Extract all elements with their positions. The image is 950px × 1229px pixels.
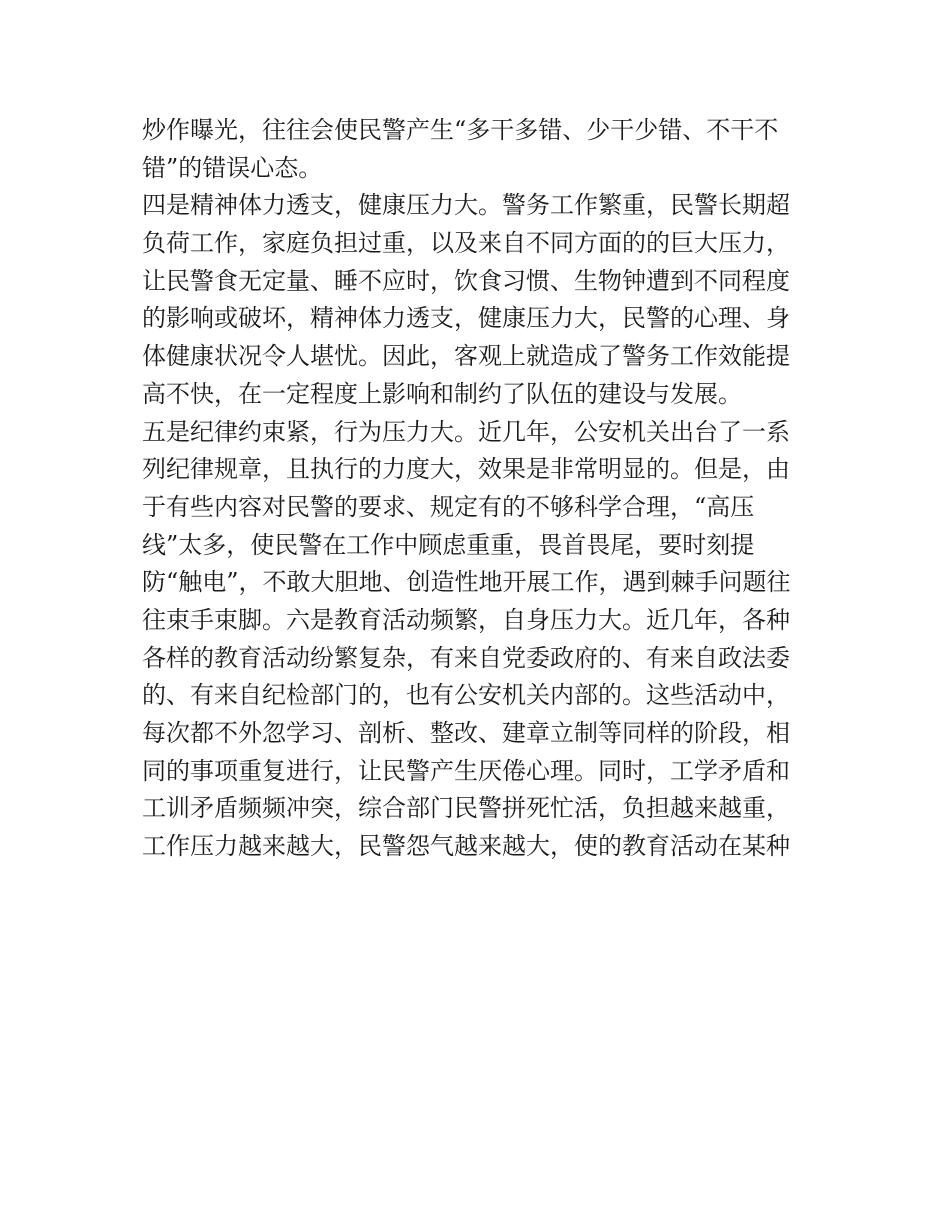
- text-line: 四是精神体力透支，健康压力大。警务工作繁重，民警长期超: [142, 191, 790, 220]
- text-line: 的、有来自纪检部门的，也有公安机关内部的。这些活动中，: [142, 681, 790, 710]
- text-line: 工训矛盾频频冲突，综合部门民警拼死忙活，负担越来越重，: [142, 794, 790, 823]
- text-line: 高不快，在一定程度上影响和制约了队伍的建设与发展。: [142, 379, 742, 408]
- text-line: 每次都不外忽学习、剖析、整改、建章立制等同样的阶段，相: [142, 719, 790, 747]
- text-line: 线”太多，使民警在工作中顾虑重重，畏首畏尾，要时刻提: [142, 530, 755, 559]
- text-line: 同的事项重复进行，让民警产生厌倦心理。同时，工学矛盾和: [142, 756, 790, 785]
- text-line: 工作压力越来越大，民警怨气越来越大，使的教育活动在某种: [142, 832, 790, 861]
- text-line: 五是纪律约束紧，行为压力大。近几年，公安机关出台了一系: [142, 417, 790, 446]
- text-line: 炒作曝光，往往会使民警产生“多干多错、少干少错、不干不: [142, 116, 779, 144]
- body-text: [142, 112, 822, 866]
- text-line: 错”的错误心态。: [142, 153, 323, 182]
- text-line: 往束手束脚。六是教育活动频繁，自身压力大。近几年，各种: [142, 605, 790, 634]
- text-line: 让民警食无定量、睡不应时，饮食习惯、生物钟遭到不同程度: [142, 266, 790, 295]
- text-line: 负荷工作，家庭负担过重，以及来自不同方面的的巨大压力，: [142, 229, 790, 258]
- text-line: 各样的教育活动纷繁复杂，有来自党委政府的、有来自政法委: [142, 643, 790, 672]
- text-line: 体健康状况令人堪忧。因此，客观上就造成了警务工作效能提: [142, 342, 790, 371]
- text-line: 防“触电”，不敢大胆地、创造性地开展工作，遇到棘手问题往: [142, 568, 791, 597]
- text-line: 的影响或破坏，精神体力透支，健康压力大，民警的心理、身: [142, 304, 790, 333]
- text-line: 于有些内容对民警的要求、规定有的不够科学合理，“高压: [142, 492, 755, 521]
- text-line: 列纪律规章，且执行的力度大，效果是非常明显的。但是，由: [142, 455, 790, 484]
